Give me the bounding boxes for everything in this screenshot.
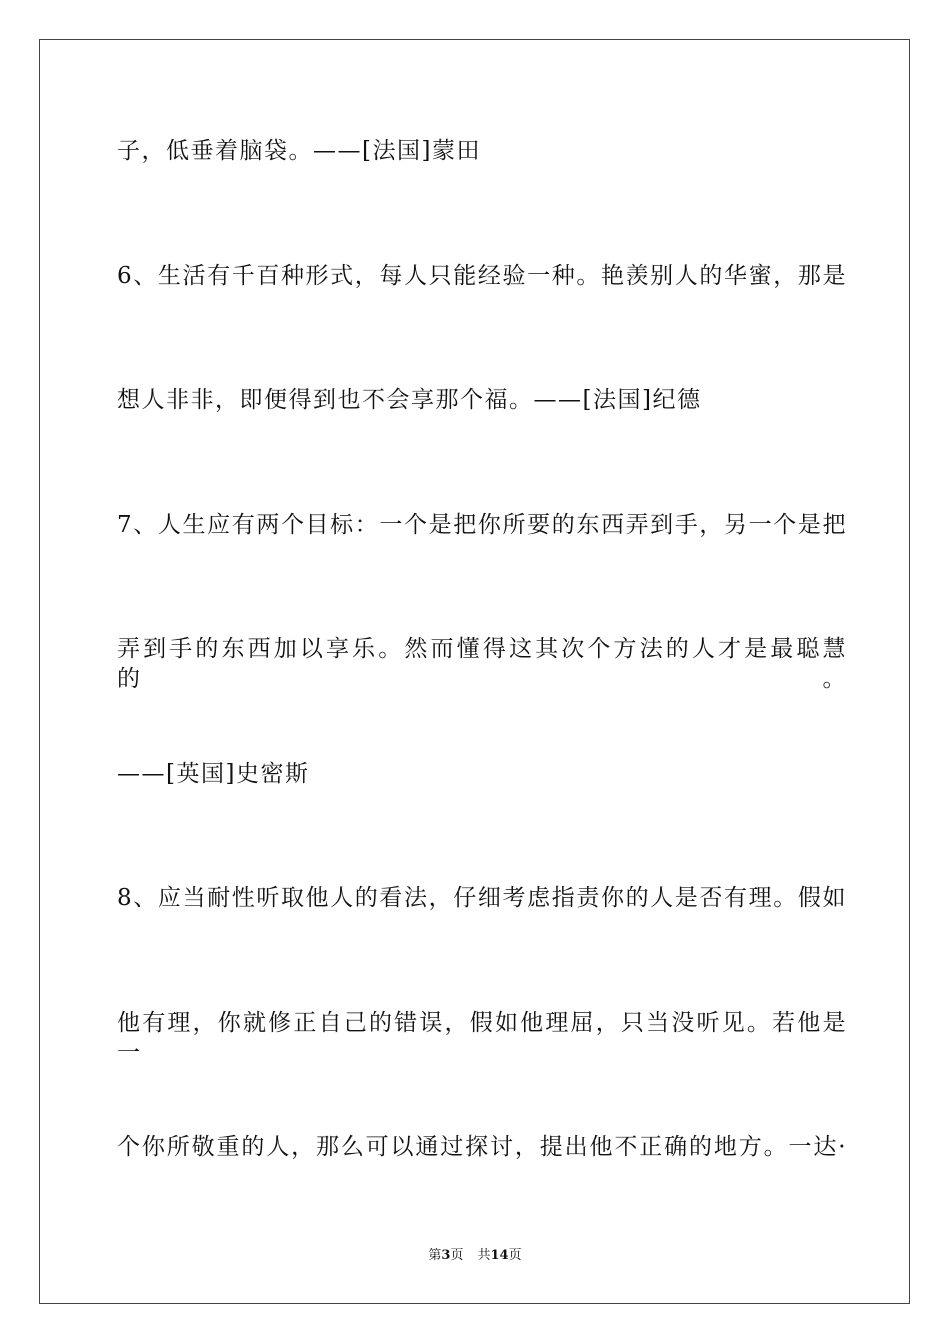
text-line-3: 想人非非，即便得到也不会享那个福。——[法国]纪德	[117, 387, 702, 413]
text-line-8: 他有理，你就修正自己的错误，假如他理屈，只当没听见。若他是一	[117, 1010, 847, 1066]
page-prefix: 第	[428, 1248, 442, 1263]
page-footer	[0, 1247, 950, 1265]
text-line-2: 6、生活有千百种形式，每人只能经验一种。艳羡别人的华蜜，那是	[117, 263, 847, 289]
text-line-5: 弄到手的东西加以享乐。然而懂得这其次个方法的人才是最聪慧的。	[117, 636, 847, 692]
total-suffix: 页	[508, 1248, 522, 1263]
text-line-9: 个你所敬重的人，那么可以通过探讨，提出他不正确的地方。一达·	[117, 1134, 847, 1160]
page-suffix: 页	[450, 1248, 464, 1263]
text-line-4: 7、人生应有两个目标：一个是把你所要的东西弄到手，另一个是把	[117, 512, 847, 538]
text-line-1: 子，低垂着脑袋。——[法国]蒙田	[117, 138, 481, 164]
total-pages: 14	[490, 1248, 509, 1263]
text-line-6: ——[英国]史密斯	[117, 761, 310, 787]
total-prefix: 共	[477, 1248, 491, 1263]
page-number: 3	[441, 1248, 451, 1263]
text-line-7: 8、应当耐性听取他人的看法，仔细考虑指责你的人是否有理。假如	[117, 885, 847, 911]
